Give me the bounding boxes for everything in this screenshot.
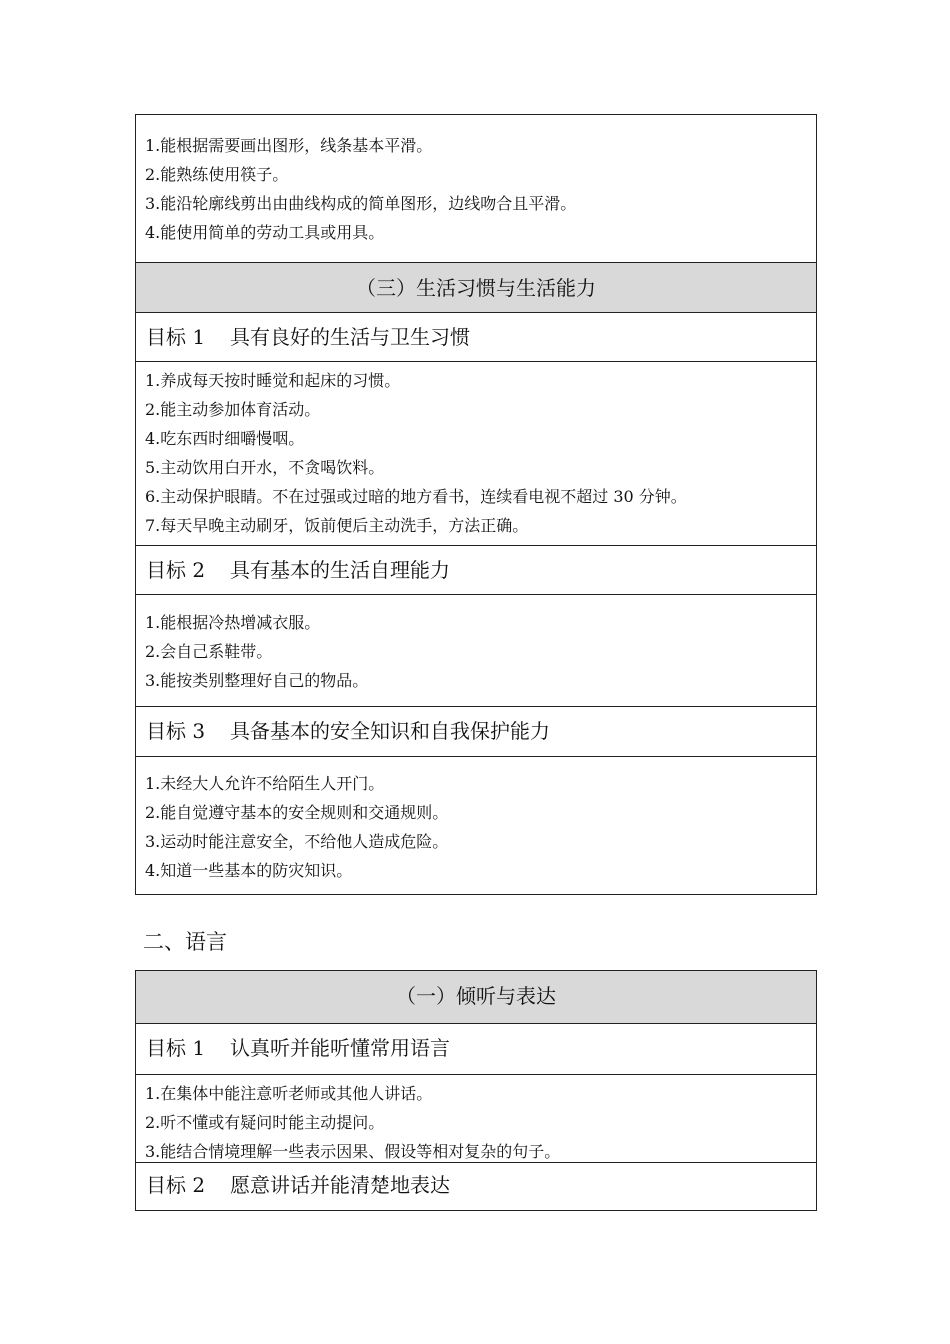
section-heading-life-habits: （三）生活习惯与生活能力 (136, 262, 816, 312)
list-item: 4.知道一些基本的防灾知识。 (145, 861, 353, 880)
goal-number: 目标 1 (146, 1036, 206, 1060)
list-item: 2.能自觉遵守基本的安全规则和交通规则。 (145, 803, 449, 822)
list-item: 4.能使用简单的劳动工具或用具。 (145, 223, 385, 242)
list-item: 7.每天早晚主动刷牙，饭前便后主动洗手，方法正确。 (145, 516, 529, 535)
list-item: 5.主动饮用白开水，不贪喝饮料。 (145, 458, 385, 477)
goal-number: 目标 1 (146, 325, 206, 349)
list-item: 1.养成每天按时睡觉和起床的习惯。 (145, 371, 401, 390)
goal-3-list (136, 756, 816, 894)
list-item: 2.能主动参加体育活动。 (145, 400, 321, 419)
list-item: 2.会自己系鞋带。 (145, 642, 273, 661)
goal-2-row (136, 1162, 816, 1210)
goal-text: 具有良好的生活与卫生习惯 (230, 325, 470, 349)
goal-number: 目标 3 (146, 719, 206, 743)
motor-and-life-skills-table (135, 114, 817, 895)
list-item: 1.未经大人允许不给陌生人开门。 (145, 774, 385, 793)
goal-2-row (136, 545, 816, 594)
list-item: 3.能沿轮廓线剪出由曲线构成的简单图形，边线吻合且平滑。 (145, 194, 577, 213)
list-item: 1.在集体中能注意听老师或其他人讲话。 (145, 1084, 433, 1103)
list-item: 2.听不懂或有疑问时能主动提问。 (145, 1113, 385, 1132)
goal-3-row (136, 706, 816, 756)
goal-number: 目标 2 (146, 558, 206, 582)
listening-expression-table (135, 970, 817, 1211)
list-item: 3.能结合情境理解一些表示因果、假设等相对复杂的句子。 (145, 1142, 561, 1161)
goal-text: 具备基本的安全知识和自我保护能力 (230, 719, 550, 743)
goal-text: 愿意讲话并能清楚地表达 (230, 1173, 450, 1197)
goal-2-list (136, 594, 816, 706)
goal-1-list (136, 361, 816, 545)
goal-1-row (136, 1023, 816, 1074)
list-item: 3.能按类别整理好自己的物品。 (145, 671, 369, 690)
goal-text: 认真听并能听懂常用语言 (230, 1036, 450, 1060)
goal-1-row (136, 312, 816, 361)
goal-1-list (136, 1074, 816, 1162)
goal-number: 目标 2 (146, 1173, 206, 1197)
list-item: 1.能根据需要画出图形，线条基本平滑。 (145, 136, 433, 155)
list-item: 6.主动保护眼睛。不在过强或过暗的地方看书，连续看电视不超过 30 分钟。 (145, 487, 687, 506)
section-title-language: 二、语言 (143, 930, 227, 954)
list-item: 2.能熟练使用筷子。 (145, 165, 289, 184)
list-item: 3.运动时能注意安全，不给他人造成危险。 (145, 832, 449, 851)
list-item: 1.能根据冷热增减衣服。 (145, 613, 321, 632)
list-item: 4.吃东西时细嚼慢咽。 (145, 429, 305, 448)
fine-motor-list (136, 115, 816, 262)
section-heading-listening: （一）倾听与表达 (136, 971, 816, 1023)
goal-text: 具有基本的生活自理能力 (230, 558, 450, 582)
